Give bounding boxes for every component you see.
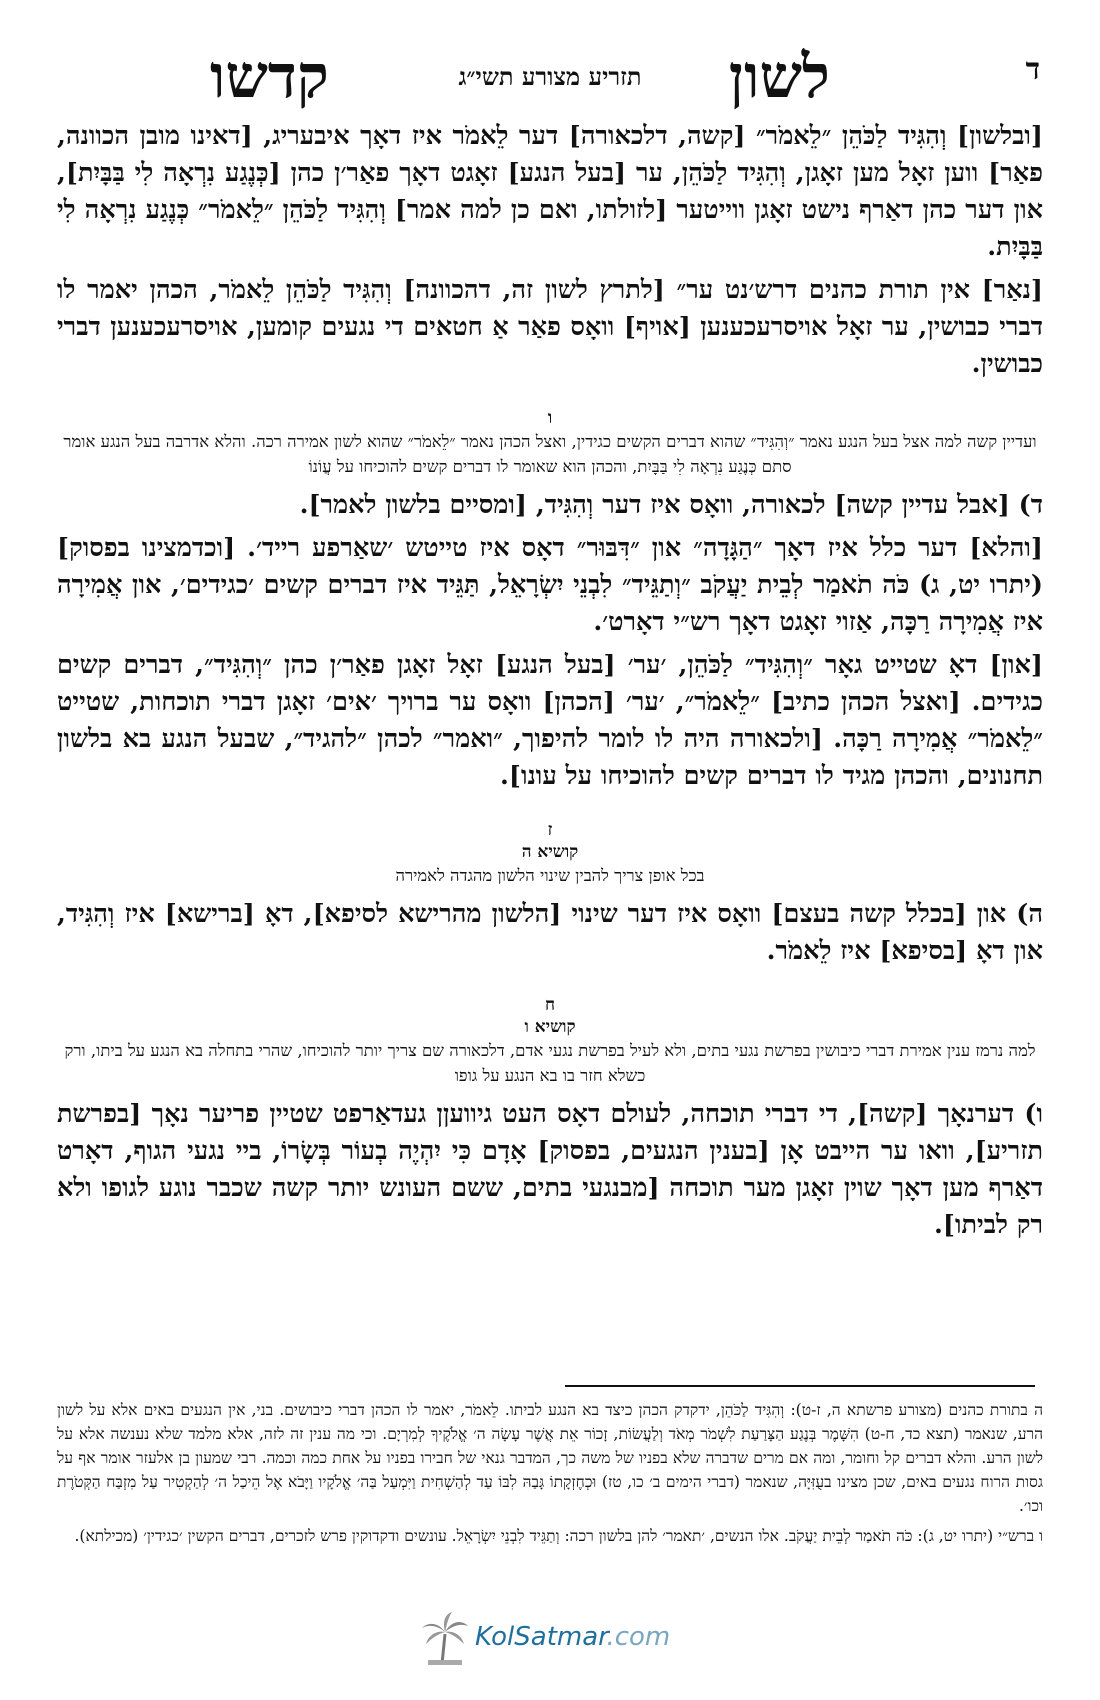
book-title-right: לשון <box>728 42 830 112</box>
main-text <box>57 1096 1043 1244</box>
paragraph: [והלא] דער כלל איז דאָך ״הַגָּדָה״ און ״דִּבּוּר״ דאָס איז טייטש ׳שאַרפע רייד׳. [וכדמצינו בפסוק] (יתרו יט, ג) כֹּה תֹאמַר לְבֵית יַעֲקֹב ״וְתַגֵּיד״ לִבְנֵי יִשְׂרָאֵל, תַּגֵּיד איז דברים קשים ׳כגידים׳, און אֲמִירָה איז אֲמִירָה רַכָּה, אַזוי זאָגט דאָך רש״י דאָרט׳. <box>57 533 1043 637</box>
paragraph: [און] דאָ שטייט גאָר ״וְהִגִּיד״ לַכֹּהֵן, ׳ער׳ [בעל הנגע] זאָל זאָגן פאַר׳ן כהן ״וְהִגִּיד״, דברים קשים כגידים. [ואצל הכהן כתיב] ״לֵאמֹר״, ׳ער׳ [הכהן] וואָס ער ברויך ׳אים׳ זאָגן דברי תוכחות, שטייט ״לֵאמֹר״ אֲמִירָה רַכָּה. [ולכאורה היה לו לומר להיפוך, ״ואמר״ לכהן ״להגיד״, שבעל הנגע בא בלשון תחנונים, והכהן מגיד לו דברים קשים להוכיחו על עונו]. <box>57 650 1043 791</box>
page-header <box>60 42 1040 122</box>
main-body <box>57 118 1043 1250</box>
book-title-left: קדשו <box>210 42 329 112</box>
site-logo[interactable] <box>420 1610 680 1670</box>
logo-brand: KolSatmar <box>475 1622 607 1652</box>
paragraph: ד) [אבל עדיין קשה] לכאורה, וואָס איז דער וְהִגִּיד, [ומסיים בלשון לאמר]. <box>299 490 1043 520</box>
main-text <box>57 487 1043 795</box>
section-summary: ועדיין קשה למה אצל בעל הנגע נאמר ״וְהִגִּיד״ שהוא דברים הקשים כגידין, ואצל הכהן נאמר ״לֵאמֹר״ שהוא לשון אמירה רכה. והלא אדרבה בעל הנגע אומר סתם כְּנֶגַע נִרְאָה לִי בַּבָּיִת, והכהן הוא שאומר לו דברים קשים להוכיחו על עֲוֹנוֹ <box>63 432 1037 476</box>
footnote-divider <box>565 1385 1035 1387</box>
paragraph: [נאַר] אין תורת כהנים דרש׳נט ער״ [לתרץ לשון זה, דהכוונה] וְהִגִּיד לַכֹּהֵן לֵאמֹר, הכהן יאמר לו דברי כבושין, ער זאָל אויסרעכענען [אויף] וואָס פאַר אַ חטאים די נגעים קומען, אויסרעכענען דברי כבושין. <box>57 275 1043 379</box>
section-heading <box>57 819 1043 888</box>
kushya-title: קושיא ו <box>524 1017 576 1037</box>
palm-tree-icon <box>420 1610 470 1666</box>
section-summary: למה נרמז ענין אמירת דברי כיבושין בפרשת נגעי בתים, ולא לעיל בפרשת נגעי אדם, דלכאורה שם צריך יותר להוכיחו, שהרי בתחלה בא הנגע על ביתו, ורק כשלא חזר בו בא הנגע על גופו <box>64 1041 1036 1085</box>
main-text <box>57 896 1043 970</box>
footnote: ו ברש״י (יתרו יט, ג): כֹּה תֹאמַר לְבֵית יַעֲקֹב. אלו הנשים, ׳תאמר׳ להן בלשון רכה: וְתַגֵּיד לִבְנֵי יִשְׂרָאֵל. עונשים ודקדוקין פרש לזכרים, דברים הקשין ׳כגידין׳ (מכילתא). <box>74 1527 1043 1545</box>
paragraph: ו) דערנאָך [קשה], די דברי תוכחה, לעולם דאָס העט גיוועןן געדאַרפט שטיין פריער נאָך [בפרשת תזריע], וואו ער הייבט אָן [בענין הנגעים, בפסוק] אָדָם כִּי יִהְיֶה בְעוֹר בְּשָׂרוֹ, ביי נגעי הגוף, דאָרט דאַרף מען דאָך שוין זאָגן מער תוכחה [מבנגעי בתים, ששם העונש יותר קשה שכבר נוגע לגופו ולא רק לביתו]. <box>57 1099 1043 1240</box>
section-number: ז <box>547 820 553 840</box>
section-number: ח <box>544 995 556 1015</box>
section-number: ו <box>547 408 553 428</box>
logo-suffix: .com <box>606 1622 671 1652</box>
main-text <box>57 118 1043 383</box>
parsha-header: תזריע מצורע תשי״ג <box>458 62 642 91</box>
section-summary: בכל אופן צריך להבין שינוי הלשון מהגדה לאמירה <box>395 866 705 885</box>
footnote: ה בתורת כהנים (מצורע פרשתא ה, ז-ט): וְהִגִּיד לַכֹּהֵן, ידקדק הכהן כיצד בא הנגע לביתו. לֵאמֹר, יאמר לו הכהן דברי כיבושים. בני, אין הנגעים באים אלא על לשון הרע, שנאמר (תצא כד, ח-ט) הִשָּׁמֶר בְּנֶגַע הַצָּרַעַת לִשְׁמֹר מְאֹד וְלַעֲשׂוֹת, זָכוֹר אֵת אֲשֶׁר עָשָׂה ה׳ אֱלֹקֶיךָ לְמִרְיָם. וכי מה ענין זה לזה, אלא מלמד שלא נענשה אלא על לשון הרע. והלא דברים קל וחומר, ומה אם מרים שדברה שלא בפניו של משה כך, המדבר גנאי של חבירו בפניו על אחת כמה וכמה. רבי שמעון בן אלעזר אומר אף על גסות הרוח נגעים באים, שכן מצינו בעֻזִּיָּה, שנאמר (דברי הימים ב׳ כו, טז) וּכְחֶזְקָתוֹ גָּבַהּ לִבּוֹ עַד לְהַשְׁחִית וַיִּמְעַל בַּה׳ אֱלֹקָיו וַיָּבֹא אֶל הֵיכַל ה׳ לְהַקְטִיר עַל מִזְבַּח הַקְּטֹרֶת וכו׳. <box>57 1401 1043 1515</box>
section-heading <box>57 407 1043 479</box>
paragraph: [ובלשון] וְהִגִּיד לַכֹּהֵן ״לֵאמֹר״ [קשה, דלכאורה] דער לֵאמֹר איז דאָך איבעריג, [דאינו מובן הכוונה, פאַר] ווען זאָל מען זאָגן, וְהִגִּיד לַכֹּהֵן, ער [בעל הנגע] זאָגט דאָך פאַר׳ן כהן [כְּנֶגַע נִרְאָה לִי בַּבָּיִת], און דער כהן דאַרף נישט זאָגן ווייטער [לזולתו, ואם כן למה אמר] וְהִגִּיד לַכֹּהֵן ״לֵאמֹר״ כְּנֶגַע נִרְאָה לִי בַּבָּיִת. <box>57 121 1043 262</box>
kushya-title: קושיא ה <box>521 842 579 862</box>
page-number: ד <box>1025 52 1040 87</box>
footnotes <box>57 1398 1043 1554</box>
section-heading <box>57 994 1043 1088</box>
logo-text <box>475 1622 670 1652</box>
paragraph: ה) און [בכלל קשה בעצם] וואָס איז דער שינוי [הלשון מהרישא לסיפא], דאָ [ברישא] איז וְהִגִּיד, און דאָ [בסיפא] איז לֵאמֹר. <box>57 899 1043 966</box>
